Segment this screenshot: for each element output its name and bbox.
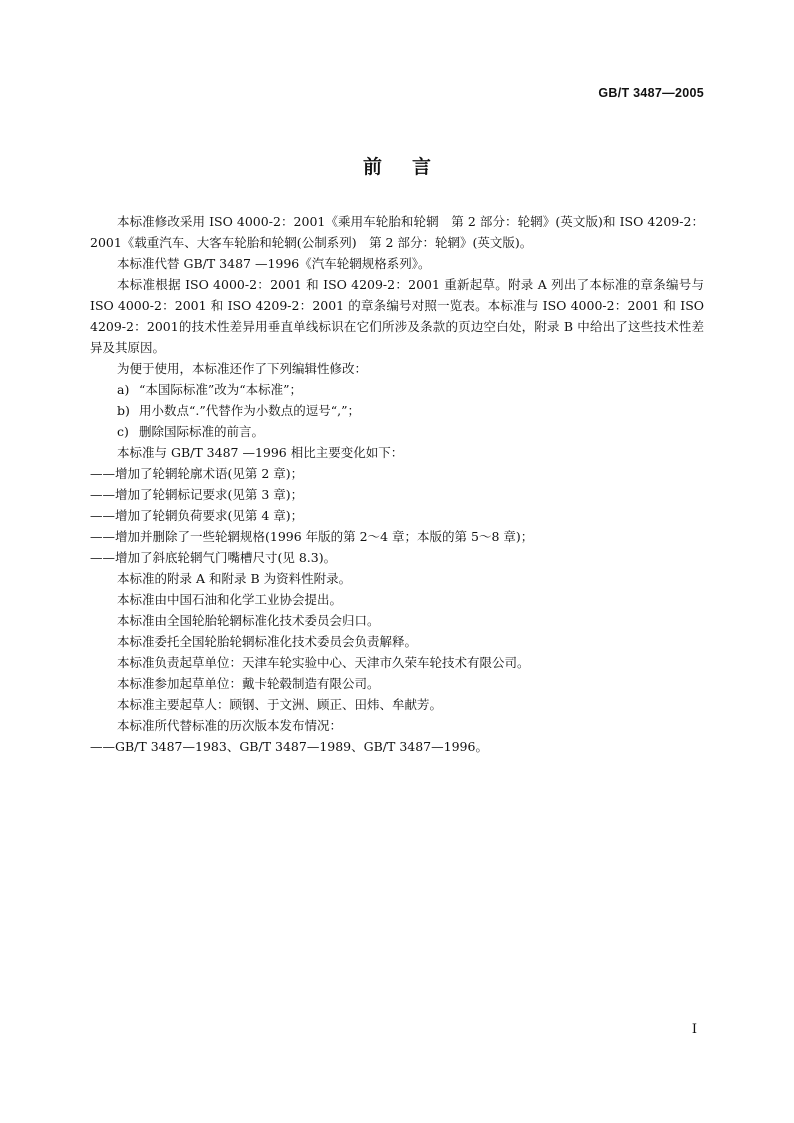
paragraph-annexes: 本标准的附录 A 和附录 B 为资料性附录。 <box>117 571 352 586</box>
list-item-text: 用小数点“.”代替作为小数点的逗号“,”； <box>139 403 361 418</box>
standard-number: GB/T 3487—2005 <box>598 86 704 100</box>
page-title: 前言 <box>362 156 461 178</box>
paragraph-participating-drafters: 本标准参加起草单位：戴卡轮毂制造有限公司。 <box>117 676 380 691</box>
paragraph-interpretation: 本标准委托全国轮胎轮辋标准化技术委员会负责解释。 <box>117 634 418 649</box>
history-item: ——GB/T 3487—1983、GB/T 3487—1989、GB/T 3487—1996。 <box>90 739 488 754</box>
list-item-a <box>90 379 704 400</box>
paragraph-centralized: 本标准由全国轮胎轮辋标准化技术委员会归口。 <box>117 613 380 628</box>
list-item-text: “本国际标准”改为“本标准”； <box>139 382 303 397</box>
list-marker: b) <box>117 403 130 418</box>
paragraph-adoption: 本标准修改采用 ISO 4000-2：2001《乘用车轮胎和轮辋 第 2 部分：轮辋》(英文版)和 ISO 4209-2：2001《载重汽车、大客车轮胎和轮辋(公制系列) 第 2 部分：轮辋》(英文版)。 <box>90 214 704 250</box>
list-item-text: 删除国际标准的前言。 <box>139 424 265 439</box>
change-item: ——增加了轮辋轮廓术语(见第 2 章)； <box>90 466 304 481</box>
change-item: ——增加并删除了一些轮辋规格(1996 年版的第 2～4 章；本版的第 5～8 章)； <box>90 529 534 544</box>
list-marker: a) <box>117 382 130 397</box>
change-item: ——增加了轮辋标记要求(见第 3 章)； <box>90 487 304 502</box>
paragraph-proposer: 本标准由中国石油和化学工业协会提出。 <box>117 592 343 607</box>
paragraph-changes-intro: 本标准与 GB/T 3487 —1996 相比主要变化如下： <box>117 445 404 460</box>
list-item-b <box>90 400 704 421</box>
paragraph-replacement: 本标准代替 GB/T 3487 —1996《汽车轮辋规格系列》。 <box>117 256 431 271</box>
change-item: ——增加了轮辋负荷要求(见第 4 章)； <box>90 508 304 523</box>
paragraph-main-drafters: 本标准主要起草人：顾钢、于文洲、顾正、田炜、牟献芳。 <box>117 697 443 712</box>
page-number: I <box>691 1022 697 1037</box>
list-marker: c) <box>117 424 129 439</box>
paragraph-drafting-basis: 本标准根据 ISO 4000-2：2001 和 ISO 4209-2：2001 重新起草。附录 A 列出了本标准的章条编号与 ISO 4000-2：2001 和 ISO 4209-2：2001 的章条编号对照一览表。本标准与 ISO 4000-2：2001 和 ISO 4209-2：2001的技术性差异用垂直单线标识在它们所涉及条款的页边空白处，附录 B 中给出了这些技术性差异及其原因。 <box>90 277 704 355</box>
paragraph-editorial-intro: 为便于使用，本标准还作了下列编辑性修改： <box>117 361 368 376</box>
paragraph-lead-drafters: 本标准负责起草单位：天津车轮实验中心、天津市久荣车轮技术有限公司。 <box>117 655 530 670</box>
list-item-c <box>90 421 704 442</box>
paragraph-history-intro: 本标准所代替标准的历次版本发布情况： <box>117 718 343 733</box>
change-item: ——增加了斜底轮辋气门嘴槽尺寸(见 8.3)。 <box>90 550 337 565</box>
foreword-body <box>90 211 704 757</box>
